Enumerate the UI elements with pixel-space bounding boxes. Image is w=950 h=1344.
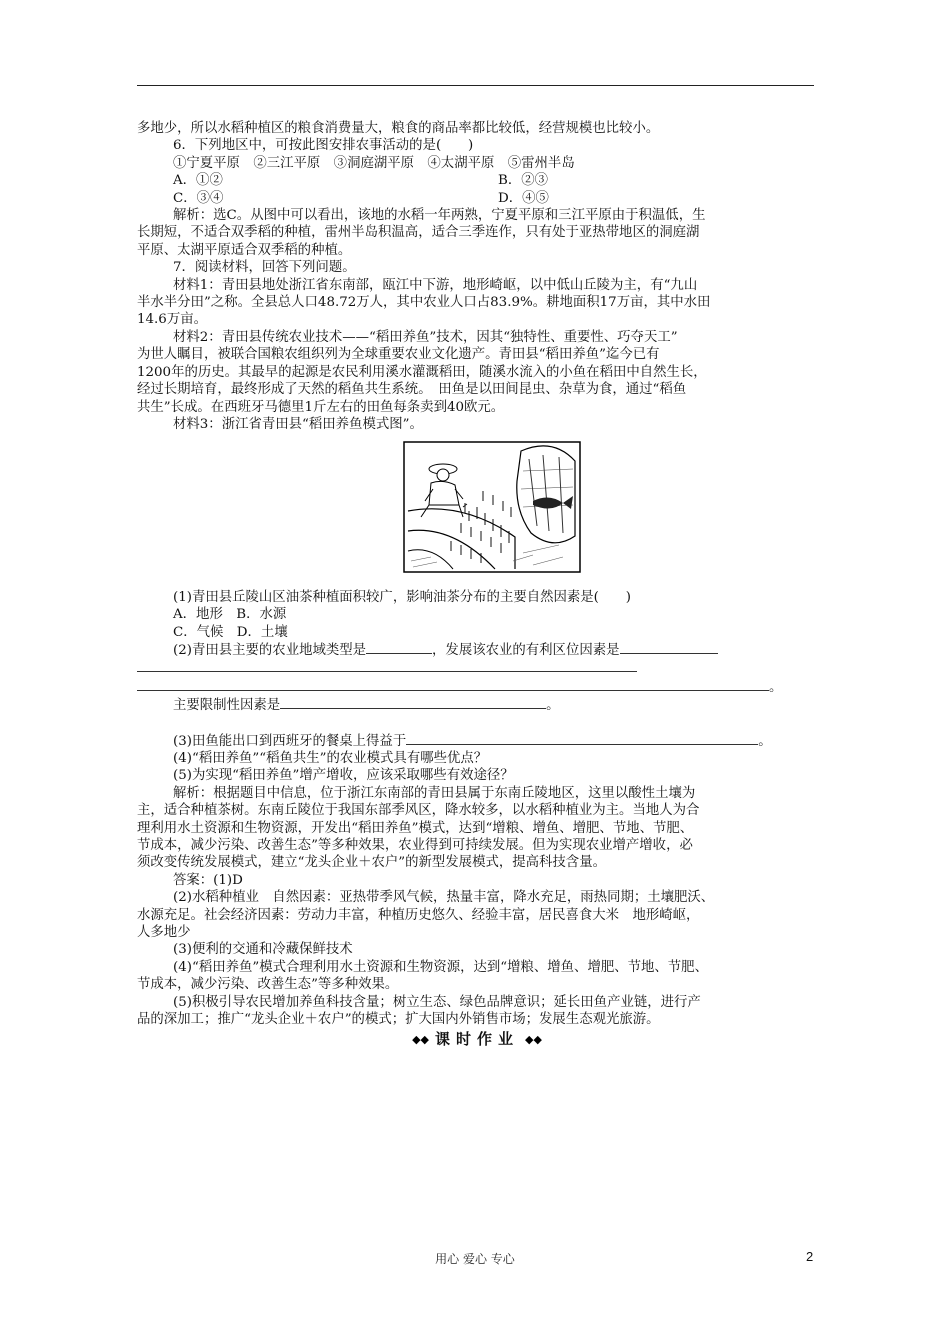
answer-5: (5)积极引导农民增加养鱼科技含量；树立生态、绿色品牌意识；延长田鱼产业链，进行产 — [173, 994, 701, 1010]
sub-question-3: (3)田鱼能出口到西班牙的餐桌上得益于 。 — [173, 733, 772, 749]
text-line: 多地少，所以水稻种植区的粮食消费量大，粮食的商品率都比较低，经营规模也比较小。 — [137, 121, 660, 136]
diamond-icon: ◆◆ — [525, 1033, 542, 1047]
question-7: 7．阅读材料，回答下列问题。 — [173, 260, 356, 276]
text-line: 水源充足。社会经济因素：劳动力丰富，种植历史悠久、经验丰富，居民喜食大米 地形崎岖， — [137, 907, 700, 923]
answer-blank[interactable] — [620, 641, 718, 654]
material-2: 材料2：青田县传统农业技术——“稻田养鱼”技术，因其“独特性、重要性、巧夺天工” — [173, 329, 678, 345]
section-title: 课时作业 — [434, 1030, 519, 1049]
option-c: C．③④ — [173, 190, 224, 206]
text-line: 节成本，减少污染、改善生态”等多种效果。 — [137, 977, 399, 993]
answer-blank[interactable] — [280, 696, 546, 709]
answer-heading: 答案：(1)D — [173, 872, 243, 888]
header-rule — [137, 85, 814, 86]
option-b: B．②③ — [498, 173, 549, 189]
text-line: 长期短，不适合双季稻的种植，雷州半岛积温高，适合三季连作，只有处于亚热带地区的洞庭湖 — [137, 225, 700, 241]
option-a: A．①② — [173, 173, 223, 189]
answer-line: 。 — [137, 678, 817, 696]
option-d: D．④⑤ — [498, 190, 549, 206]
text-line: 平原、太湖平原适合双季稻的种植。 — [137, 242, 352, 258]
page-number: 2 — [806, 1249, 814, 1264]
material-3: 材料3：浙江省青田县“稻田养鱼模式图”。 — [173, 416, 423, 432]
text-line: 主，适合种植茶树。东南丘陵位于我国东部季风区，降水较多，以水稻种植业为主。当地人为合 — [137, 803, 700, 819]
text-line: 须改变传统发展模式，建立“龙头企业＋农户”的新型发展模式，提高科技含量。 — [137, 855, 606, 871]
text-line: 1200年的历史。其最早的起源是农民利用溪水灌溉稻田，随溪水流入的小鱼在稻田中自然生长， — [137, 364, 707, 380]
analysis-7: 解析：根据题目中信息，位于浙江东南部的青田县属于东南丘陵地区，这里以酸性土壤为 — [173, 785, 696, 801]
material-1: 材料1：青田县地处浙江省东南部，瓯江中下游，地形崎岖，以中低山丘陵为主，有“九山 — [173, 277, 698, 293]
text-line: 经过长期培育，最终形成了天然的稻鱼共生系统。 田鱼是以田间昆虫、杂草为食，通过“稻鱼 — [137, 382, 687, 398]
text-line: 为世人瞩目，被联合国粮农组织列为全球重要农业文化遗产。青田县“稻田养鱼”迄今已有 — [137, 347, 660, 363]
text-line: 14.6万亩。 — [137, 312, 207, 328]
answer-4: (4)“稻田养鱼”模式合理利用水土资源和生物资源，达到“增粮、增鱼、增肥、节地、节肥、 — [173, 959, 708, 975]
answer-blank[interactable] — [366, 641, 432, 654]
sub-question-1: (1)青田县丘陵山区油茶种植面积较广，影响油茶分布的主要自然因素是( ) — [173, 589, 631, 605]
answer-blank[interactable] — [137, 659, 637, 672]
sub-question-1-options-ab: A．地形 B．水源 — [173, 607, 287, 623]
question-6-options-row2 — [137, 190, 817, 207]
question-6-items: ①宁夏平原 ②三江平原 ③洞庭湖平原 ④太湖平原 ⑤雷州半岛 — [173, 155, 575, 171]
text-line: 理利用水土资源和生物资源，开发出“稻田养鱼”模式，达到“增粮、增鱼、增肥、节地、节肥、 — [137, 820, 694, 836]
text-line: 共生”长成。在西班牙马德里1斤左右的田鱼每条卖到40欧元。 — [137, 399, 505, 415]
answer-line — [137, 659, 817, 677]
page-footer: 用心 爱心 专心 — [435, 1252, 515, 1266]
sub-question-2-limits: 主要限制性因素是 。 — [173, 698, 560, 714]
text-line: 品的深加工；推广“龙头企业＋农户”的模式；扩大国内外销售市场；发展生态观光旅游。 — [137, 1012, 660, 1028]
document-body — [137, 120, 817, 1049]
sub-question-1-options-cd: C．气候 D．土壤 — [173, 624, 288, 640]
answer-3: (3)便利的交通和冷藏保鲜技术 — [173, 942, 353, 958]
question-6: 6．下列地区中，可按此图安排农事活动的是( ) — [173, 138, 474, 154]
text-line: 人多地少 — [137, 925, 191, 941]
question-6-options-row1 — [137, 172, 817, 189]
answer-2: (2)水稻种植业 自然因素：亚热带季风气候，热量丰富，降水充足，雨热同期；土壤肥沃、 — [173, 890, 715, 906]
text-line: 节成本，减少污染、改善生态”等多种效果，农业得到可持续发展。但为实现农业增产增收，必 — [137, 838, 693, 853]
sub-question-5: (5)为实现“稻田养鱼”增产增收，应该采取哪些有效途径？ — [173, 768, 514, 784]
sub-question-2: (2)青田县主要的农业地域类型是 ，发展该农业的有利区位因素是 — [137, 641, 817, 659]
diamond-icon: ◆◆ — [412, 1033, 429, 1047]
text-line: 半水半分田”之称。全县总人口48.72万人，其中农业人口占83.9%。耕地面积17万亩，其中水田 — [137, 295, 711, 311]
sub-question-4: (4)“稻田养鱼”“稻鱼共生”的农业模式具有哪些优点？ — [173, 750, 488, 766]
analysis-6: 解析：选C。从图中可以看出，该地的水稻一年两熟，宁夏平原和三江平原由于积温低，生 — [173, 208, 706, 224]
answer-blank[interactable] — [406, 732, 758, 745]
answer-blank[interactable] — [137, 678, 769, 691]
section-banner — [137, 1031, 817, 1048]
rice-fish-illustration — [403, 441, 581, 573]
